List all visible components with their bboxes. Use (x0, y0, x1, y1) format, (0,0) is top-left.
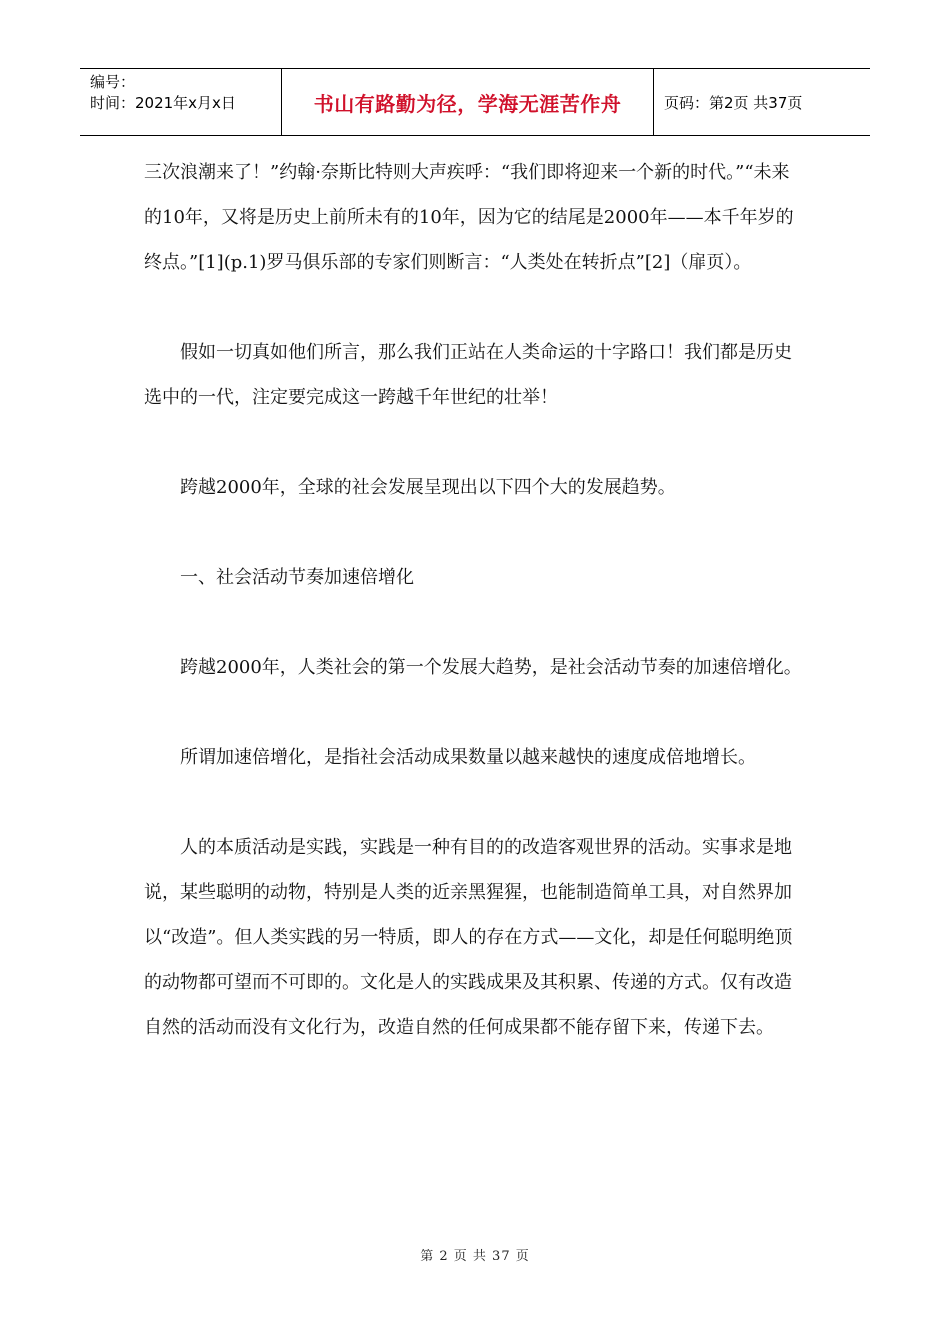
header-motto: 书山有路勤为径，学海无涯苦作舟 (281, 69, 654, 135)
paragraph: 所谓加速倍增化，是指社会活动成果数量以越来越快的速度成倍地增长。 (180, 747, 756, 768)
document-time-label: 时间：2021年x月x日 (90, 94, 236, 112)
section-heading: 一、社会活动节奏加速倍增化 (180, 567, 414, 588)
header-meta (80, 69, 281, 135)
paragraph: 跨越2000年，人类社会的第一个发展大趋势，是社会活动节奏的加速倍增化。 (180, 657, 802, 678)
paragraph: 假如一切真如他们所言，那么我们正站在人类命运的十字路口！我们都是历史选中的一代，注定要完成这一跨越千年世纪的壮举！ (144, 342, 792, 408)
document-number-label: 编号： (90, 73, 136, 91)
paragraph-continuation: 三次浪潮来了！”约翰·奈斯比特则大声疾呼：“我们即将迎来一个新的时代。”“未来的10年，又将是历史上前所未有的10年，因为它的结尾是2000年——本千年岁的终点。”[1](p.1)罗马俱乐部的专家们则断言：“人类处在转折点”[2]（扉页）。 (144, 162, 794, 273)
paragraph: 人的本质活动是实践，实践是一种有目的的改造客观世界的活动。实事求是地说，某些聪明的动物，特别是人类的近亲黑猩猩，也能制造简单工具，对自然界加以“改造”。但人类实践的另一特质，即人的存在方式——文化，却是任何聪明绝顶的动物都可望而不可即的。文化是人的实践成果及其积累、传递的方式。仅有改造自然的活动而没有文化行为，改造自然的任何成果都不能存留下来，传递下去。 (144, 837, 793, 1038)
page-footer: 第 2 页 共 37 页 (420, 1249, 530, 1264)
header-page-info: 页码：第2页 共37页 (664, 93, 803, 112)
paragraph: 跨越2000年，全球的社会发展呈现出以下四个大的发展趋势。 (180, 477, 676, 498)
document-body (144, 150, 804, 1050)
page-header (80, 68, 870, 136)
